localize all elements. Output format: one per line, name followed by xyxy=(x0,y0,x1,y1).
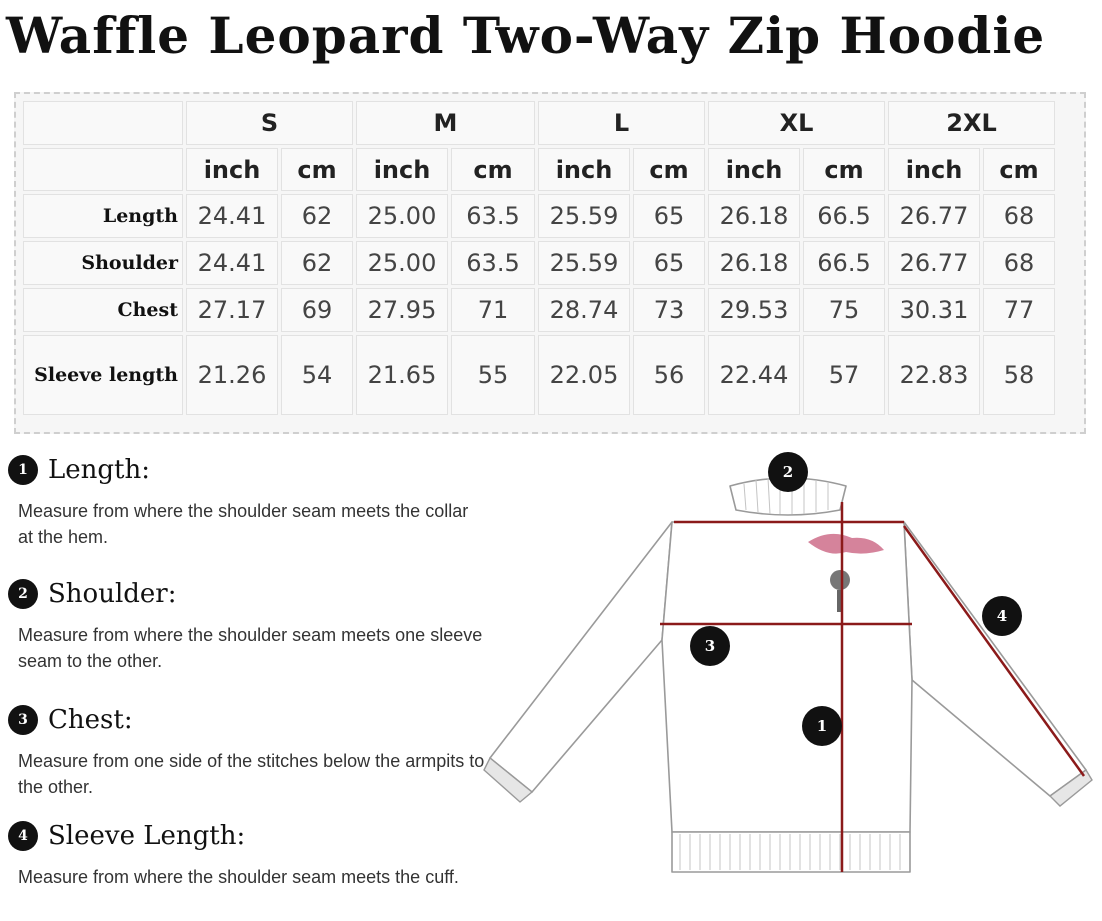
table-cell: 73 xyxy=(633,288,705,332)
table-cell: 22.05 xyxy=(538,335,630,415)
table-row xyxy=(23,335,1055,415)
table-cell: 24.41 xyxy=(186,241,278,285)
legend-item-length xyxy=(8,448,488,550)
table-row xyxy=(23,241,1055,285)
unit-header: cm xyxy=(633,148,705,191)
table-cell: 26.77 xyxy=(888,241,980,285)
corner-cell xyxy=(23,148,183,191)
legend-title: Shoulder: xyxy=(48,579,177,609)
table-cell: 68 xyxy=(983,241,1055,285)
legend-description: Measure from where the shoulder seam meets the collar at the hem. xyxy=(18,501,469,547)
hoodie-body xyxy=(662,522,912,832)
table-cell: 22.44 xyxy=(708,335,800,415)
table-cell: 75 xyxy=(803,288,885,332)
left-sleeve xyxy=(490,522,672,792)
table-cell: 63.5 xyxy=(451,194,535,238)
legend-item-shoulder xyxy=(8,572,488,674)
legend-title: Sleeve Length: xyxy=(48,821,246,851)
corner-cell xyxy=(23,101,183,145)
unit-header: cm xyxy=(983,148,1055,191)
size-header: L xyxy=(538,101,705,145)
unit-header: inch xyxy=(888,148,980,191)
table-cell: 66.5 xyxy=(803,241,885,285)
size-header: M xyxy=(356,101,535,145)
unit-header: cm xyxy=(281,148,353,191)
page-title: Waffle Leopard Two-Way Zip Hoodie xyxy=(6,6,1046,65)
table-cell: 27.95 xyxy=(356,288,448,332)
marker-2: 2 xyxy=(768,452,808,492)
number-badge: 1 xyxy=(8,455,38,485)
table-cell: 58 xyxy=(983,335,1055,415)
table-cell: 25.59 xyxy=(538,194,630,238)
legend-title: Length: xyxy=(48,455,150,485)
legend-item-chest xyxy=(8,698,488,800)
marker-3: 3 xyxy=(690,626,730,666)
table-cell: 66.5 xyxy=(803,194,885,238)
table-cell: 25.00 xyxy=(356,241,448,285)
row-label: Length xyxy=(23,194,183,238)
table-cell: 55 xyxy=(451,335,535,415)
row-label: Shoulder xyxy=(23,241,183,285)
table-cell: 21.65 xyxy=(356,335,448,415)
unit-header: inch xyxy=(186,148,278,191)
table-cell: 56 xyxy=(633,335,705,415)
unit-header: inch xyxy=(538,148,630,191)
number-badge: 4 xyxy=(8,821,38,851)
hem-ribbing xyxy=(672,832,910,872)
unit-header: cm xyxy=(803,148,885,191)
size-header: 2XL xyxy=(888,101,1055,145)
table-cell: 25.59 xyxy=(538,241,630,285)
table-cell: 65 xyxy=(633,194,705,238)
marker-4: 4 xyxy=(982,596,1022,636)
legend-description: Measure from where the shoulder seam meets the cuff. xyxy=(18,867,459,887)
table-cell: 63.5 xyxy=(451,241,535,285)
row-label: Sleeve length xyxy=(23,335,183,415)
hoodie-sketch xyxy=(480,440,1102,916)
table-cell: 71 xyxy=(451,288,535,332)
table-cell: 77 xyxy=(983,288,1055,332)
size-table xyxy=(20,98,1058,418)
legend-description: Measure from one side of the stitches below the armpits to the other. xyxy=(18,751,485,797)
row-label: Chest xyxy=(23,288,183,332)
table-cell: 26.77 xyxy=(888,194,980,238)
size-header-row xyxy=(23,101,1055,145)
table-cell: 28.74 xyxy=(538,288,630,332)
hoodie-diagram xyxy=(480,440,1102,916)
table-cell: 29.53 xyxy=(708,288,800,332)
table-cell: 27.17 xyxy=(186,288,278,332)
table-cell: 68 xyxy=(983,194,1055,238)
legend-item-sleeve-length xyxy=(8,814,488,890)
unit-header: inch xyxy=(708,148,800,191)
table-cell: 62 xyxy=(281,194,353,238)
table-cell: 25.00 xyxy=(356,194,448,238)
size-header: S xyxy=(186,101,353,145)
size-chart xyxy=(14,92,1086,434)
number-badge: 3 xyxy=(8,705,38,735)
table-cell: 57 xyxy=(803,335,885,415)
table-cell: 54 xyxy=(281,335,353,415)
table-row xyxy=(23,194,1055,238)
size-header: XL xyxy=(708,101,885,145)
table-cell: 26.18 xyxy=(708,194,800,238)
unit-header-row xyxy=(23,148,1055,191)
unit-header: inch xyxy=(356,148,448,191)
legend-title: Chest: xyxy=(48,705,133,735)
table-cell: 24.41 xyxy=(186,194,278,238)
marker-1: 1 xyxy=(802,706,842,746)
table-cell: 22.83 xyxy=(888,335,980,415)
table-cell: 26.18 xyxy=(708,241,800,285)
legend-description: Measure from where the shoulder seam meets one sleeve seam to the other. xyxy=(18,625,483,671)
table-cell: 30.31 xyxy=(888,288,980,332)
number-badge: 2 xyxy=(8,579,38,609)
table-cell: 69 xyxy=(281,288,353,332)
table-cell: 65 xyxy=(633,241,705,285)
table-cell: 62 xyxy=(281,241,353,285)
table-cell: 21.26 xyxy=(186,335,278,415)
unit-header: cm xyxy=(451,148,535,191)
table-row xyxy=(23,288,1055,332)
